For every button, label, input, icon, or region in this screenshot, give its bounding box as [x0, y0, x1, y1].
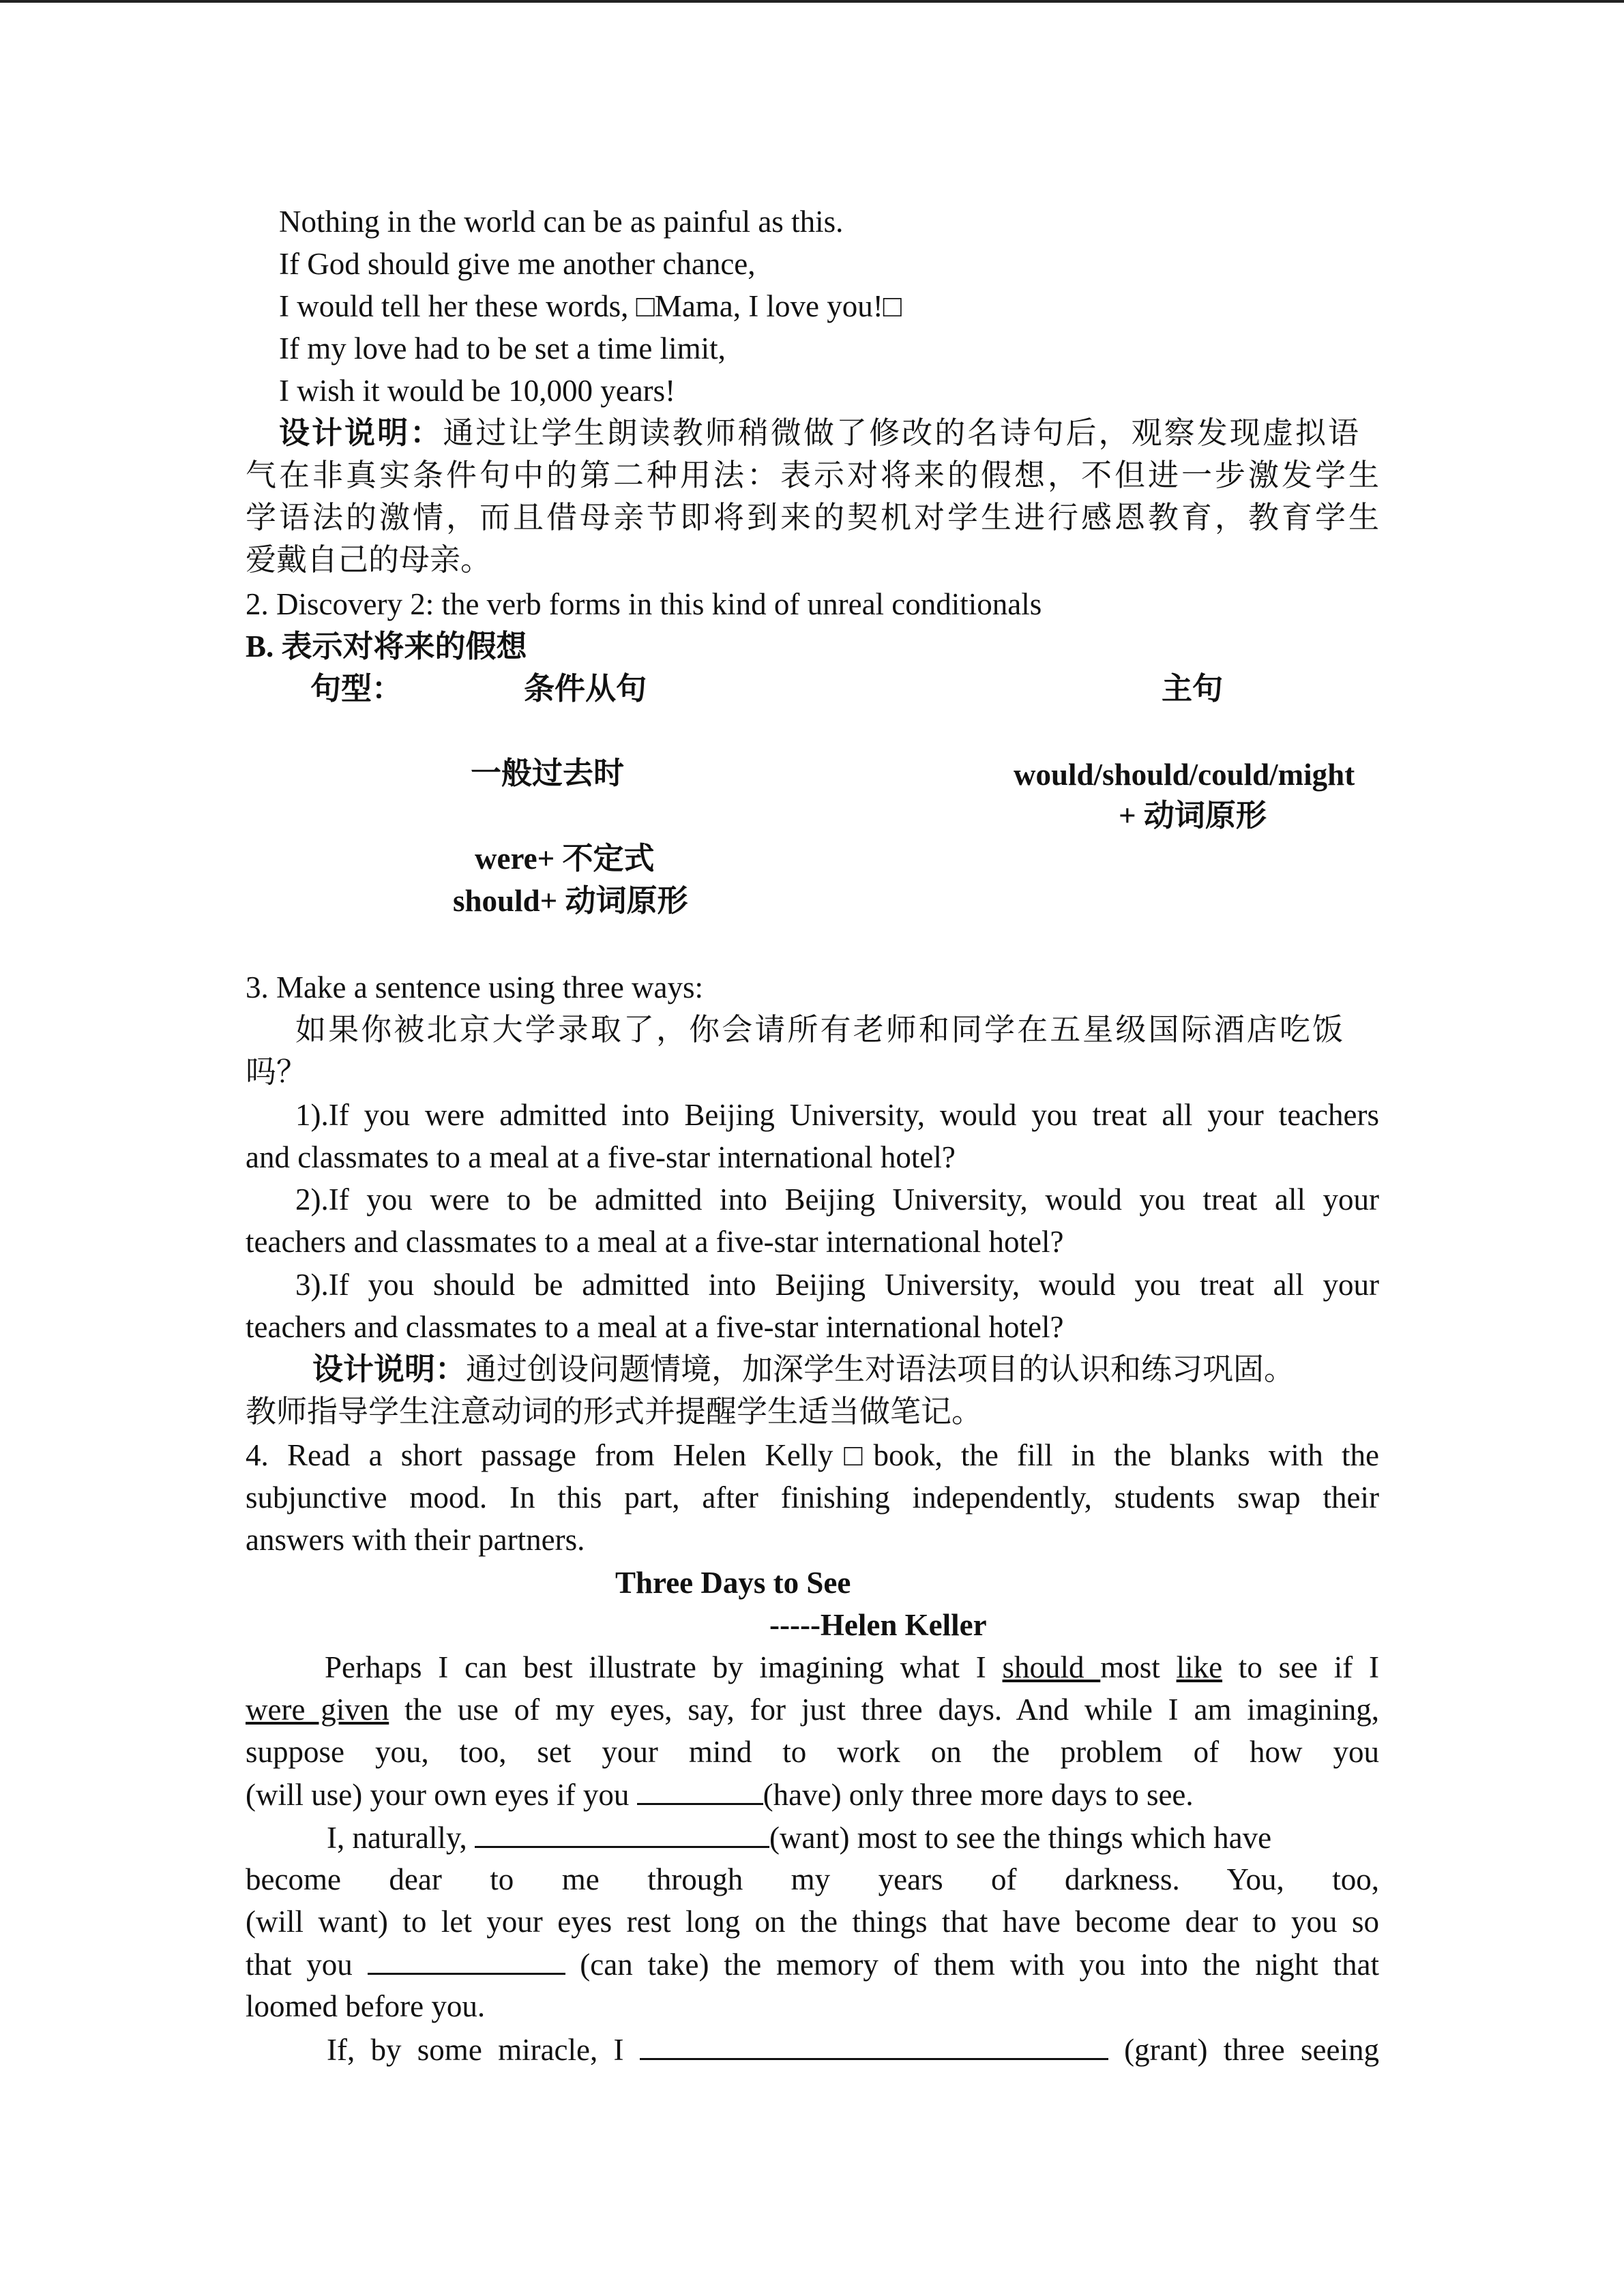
passage-line: (will use) your own eyes if you (have) only three more days to see. [246, 1773, 1194, 1816]
sentence-2-line: 2).If you were to be admitted into Beijing University, would you treat all your [295, 1182, 1379, 1217]
design-note-1-line: 爱戴自己的母亲。 [246, 543, 492, 577]
fill-blank-can-take[interactable] [368, 1943, 565, 1975]
chinese-prompt-line: 吗？ [246, 1055, 308, 1089]
design-note-2-line: 设计说明：通过创设问题情境，加深学生对语法项目的认识和练习巩固。 [312, 1352, 1295, 1386]
poem-line: If God should give me another chance, [279, 247, 756, 281]
sentence-3-line: teachers and classmates to a meal at a five-star international hotel? [246, 1310, 1064, 1344]
sentence-2-line: teachers and classmates to a meal at a five-star international hotel? [246, 1225, 1064, 1259]
passage-line: suppose you, too, set your mind to work on the problem of how you [246, 1735, 1379, 1769]
poem-line: Nothing in the world can be as painful as this. [279, 205, 844, 239]
passage-line: that you (can take) the memory of them with you into the night that [246, 1943, 1379, 1986]
discovery-2-heading: 2. Discovery 2: the verb forms in this kind of unreal conditionals [246, 587, 1042, 621]
main-form-modals: would/should/could/might [1014, 758, 1355, 792]
instruction-line: answers with their partners. [246, 1523, 585, 1557]
poem-line: I would tell her these words, □Mama, I love you!□ [279, 289, 902, 323]
main-form-base-verb: + 动词原形 [1119, 799, 1267, 833]
if-form-should: should+ 动词原形 [453, 884, 688, 918]
instruction-line: subjunctive mood. In this part, after finishing independently, students swap their [246, 1480, 1379, 1515]
answer-should: should [1002, 1650, 1101, 1684]
passage-line: Perhaps I can best illustrate by imagining what I should most like to see if I [325, 1650, 1379, 1684]
chinese-prompt-line: 如果你被北京大学录取了，你会请所有老师和同学在五星级国际酒店吃饭 [295, 1013, 1343, 1047]
passage-line: (will want) to let your eyes rest long on the things that have become dear to you so [246, 1905, 1379, 1939]
if-form-were-to: were+ 不定式 [475, 841, 655, 876]
instruction-line: 4. Read a short passage from Helen Kelly□book, the fill in the blanks with the [246, 1438, 1379, 1472]
design-note-2-line: 教师指导学生注意动词的形式并提醒学生适当做笔记。 [246, 1395, 983, 1429]
sentence-3-line: 3).If you should be admitted into Beijing University, would you treat all your [295, 1268, 1379, 1302]
if-clause-header: 条件从句 [524, 672, 647, 706]
passage-line: become dear to me through my years of darkness. You, too, [246, 1862, 1379, 1896]
passage-title: Three Days to See [615, 1566, 851, 1600]
design-note-label: 设计说明： [279, 416, 443, 450]
pattern-label: 句型： [310, 672, 403, 706]
design-note-1-line: 设计说明：通过让学生朗读教师稍微做了修改的名诗句后，观察发现虚拟语 [279, 416, 1359, 450]
sentence-1-line: and classmates to a meal at a five-star international hotel? [246, 1140, 956, 1174]
answer-were-given: were given [246, 1693, 389, 1727]
make-sentence-heading: 3. Make a sentence using three ways: [246, 970, 704, 1004]
design-note-1-line: 学语法的激情，而且借母亲节即将到来的契机对学生进行感恩教育，教育学生 [246, 501, 1379, 535]
fill-blank-want[interactable] [475, 1816, 769, 1848]
passage-line: loomed before you. [246, 1989, 486, 2023]
if-form-past-simple: 一般过去时 [471, 756, 625, 790]
sentence-1-line: 1).If you were admitted into Beijing University, would you treat all your teachers [295, 1098, 1379, 1132]
poem-line: If my love had to be set a time limit, [279, 331, 726, 366]
fill-blank-grant[interactable] [640, 2028, 1108, 2060]
design-note-1-line: 气在非真实条件句中的第二种用法：表示对将来的假想，不但进一步激发学生 [246, 458, 1379, 492]
fill-blank-have[interactable] [637, 1773, 763, 1805]
passage-line: were given the use of my eyes, say, for just three days. And while I am imagining, [246, 1693, 1380, 1727]
poem-line: I wish it would be 10,000 years! [279, 374, 676, 408]
section-b-heading: B. 表示对将来的假想 [246, 629, 527, 664]
passage-author: -----Helen Keller [769, 1608, 987, 1642]
passage-line: I, naturally, (want) most to see the things which have [327, 1816, 1271, 1859]
passage-line: If, by some miracle, I (grant) three seeing [327, 2028, 1379, 2071]
main-clause-header: 主句 [1162, 672, 1224, 706]
answer-like: like [1176, 1650, 1223, 1684]
